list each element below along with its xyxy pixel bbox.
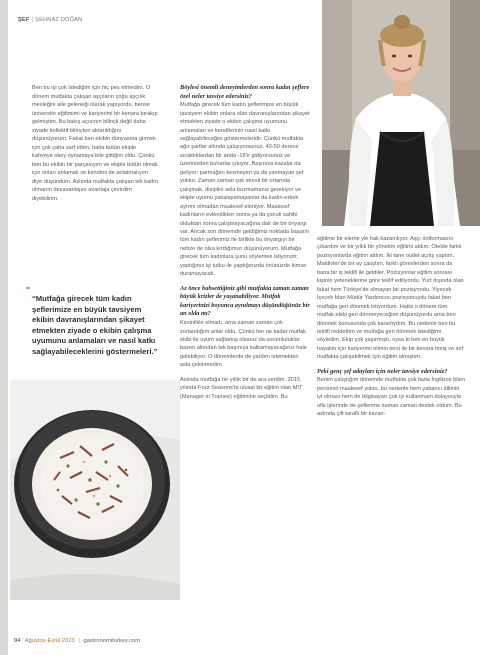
article-column-3: [317, 235, 465, 419]
chef-name: ŞEHNAZ DOĞAN: [35, 17, 83, 23]
interview-question: Böylesi önemli deneyimlerden sonra kadın şeflere özel neler tavsiye edersiniz?: [180, 84, 310, 100]
interview-question: Peki genç şef adayları için neler tavsiye edersiniz?: [317, 367, 448, 375]
interview-answer: eğitime bir eleme yle hak kazanılıyor. Aşçı üniformasını çıkardım ve bir yıllık bir yönetim eğitimi aldım. Otelde farklı pozisyonlarda eğitim aldım. İki tane outlet açılış yaptım, Maldivler'de bir ay çalıştım, farklı görevlerden sonra da bana bir iş teklifi ile geldiler. Pozisyonlar eğitim sonrası kişinin yeteneklerine göre teklif ediliyordu. Yurt dışında olan fakat hem Türkiye'de olmayan bir pozisyondu. Yiyecek İçecek İdari Müdür Yardımcısı pozisyonuydu fakat ben mutfağa geri dönmek istiyordum. Hatta o dönem tüm mutfak ekibi geri dönmeyeceğimi düşünüyordu ama ben dönmek konusunda çok kararlıydım. Bu nedenle ben bu teklifi reddettim ve mutfağa geri dönmek istediğimi söyledim. Ekip çok şaşırmıştı, oysa ki ben en büyük hayalim için kariyerimi elimin tersi ile bir kenara itmiş ve sırf mutfakta çalışabilmek için eğitim almıştım.: [317, 236, 464, 361]
interview-answer: Aslında mutfağa bir yıllık bir de ara verdim. 2015 yılında Four Seasons'ta ulusal bir eğitim olan MIT (Manager in Trainee) eğitimine seçildim. Bu: [180, 376, 303, 400]
interview-question: Az önce bahsettiğiniz gibi mutfakta zaman zaman büyük krizler de yaşanabiliyor. Mutfak kariyerinizi boyunca aynılmayı düşündüğünüz bir an olda mı?: [180, 284, 310, 318]
soup-dish-photo: [10, 380, 180, 600]
interview-answer: Kesinlikle olmadı, ama zaman zaman çok zorlandığım anlar oldu. Çünkü her ne kadar mutfak ekibi ile uyum sağlamış olsanız da sorumluluklar bazen altından tek başınıza kalkamayacağınız hale gelebiliyor. O dönemlerde de yardım istemekten asla çekinmedim.: [180, 320, 307, 369]
article-paragraph: Ben bu işi çok istediğim için hiç pes etmedim. O dönem mutfakta çalışan aşçıların çoğu aşçılık mesleğini aile geleneği olarak yapıyordu, bense üniversite eğitimimi ve kariyerimi bir kenara bırakıp gelmiştim. Bu bakış açısının bilinçli değil daha ziyade kollektif bilinçten aktarıldığını düşünüyorum. Fakat ben ekibin dünyasına girmek için çok çaba sarf ettim, hatta bütün ekiple kahveye okey oynamaya bile gittiğim oldu. Çünkü ben bu ekibin bir parçasıyım ve ekiple bütün olmak için onları anlamalı ve kendimi de anlatmalıyım diye düşündüm. Aslında mutfakta çalışan tek kadın olmanın dezavantajını avantaja çevirdim diyebilirim.: [32, 85, 158, 202]
header-separator: |: [31, 17, 34, 23]
section-tag: ŞEF: [18, 17, 30, 23]
website-link[interactable]: gastronomiturkey.com: [83, 638, 141, 644]
page-footer: [14, 638, 140, 644]
chef-portrait-photo: [322, 0, 480, 226]
interview-answer: Benim çalıştığım dönemde mutfakta çok fazla İngilizce bilen personel maalesef yoktu, bu nedenle hem yabancı dilimin iyi olması hem de bilgisayarı çok iyi kullanmam dolayısıyla ofis işlerinde de şeflerime zaman zaman destek oldum. Bu aslında çift taraflı bir kazan-: [317, 377, 465, 418]
page-number: 94: [14, 638, 21, 644]
section-header: [18, 17, 82, 23]
footer-separator: |: [78, 638, 80, 644]
quote-accent-bar: [26, 287, 30, 289]
article-column-2: [180, 84, 310, 401]
interview-answer: Mutfağa girecek tüm kadın şeflerimize en büyük tavsiyem ekibin onlara olan davranışlarından şikayet etmekten ziyade o ekibin çalışma uyumunu anlamaları ve kendilerinin nasıl katkı sağlayabileceğini göstermeleridir. Çünkü mutfakta ağır şartlar altında çalışıyorsunuz, 40-50 derece sıcaklıklardan bir anda -18'e gidiyorsunuz ve üzerinizden buharlar çıkıyor. Başınıza kazalar da geliyor; parmağını kesmeyen ya da yanmayan şef yoktur. Zaman zaman çok stresli bir ortamda çalışmak, disiplini asla bozmamanız gerekiyor ve ekiple uyumu yakalayamayanlar da kadın-erkek ayrımı olmadan maalesef eleniyor. Maalesef kadınların evlendikten sonra ya da çocuk sahibi olduktan sonra çalışmayacağına dair de bir önyargı var. Ancak son dönemde geldiğimiz noktada başarılı tüm kadın şeflerimiz ile birlikte bu önyargıyı bir nebze de olsa kırdığımızı düşünüyorum. Mutfağa girecek tüm kadınlara şunu söylemek istiyorum; yaptığınız işi tutku ile yaptığınızda önünüzde kimse duramayacak.: [180, 102, 310, 278]
article-column-1: [32, 84, 158, 203]
issue-date: Ağustos-Eylül 2023: [24, 638, 75, 644]
chef-portrait-illustration: [322, 0, 480, 226]
soup-bowl-illustration: [10, 380, 180, 600]
page-edge-strip: [0, 0, 8, 655]
pull-quote: “Mutfağa girecek tüm kadın şeflerimize en büyük tavsiyem ekibin davranışlarından şikayet etmekten ziyade o ekibin çalışma uyumunu anlamaları ve nasıl katkı sağlayabileceklerini göstermeleri.”: [32, 294, 158, 356]
